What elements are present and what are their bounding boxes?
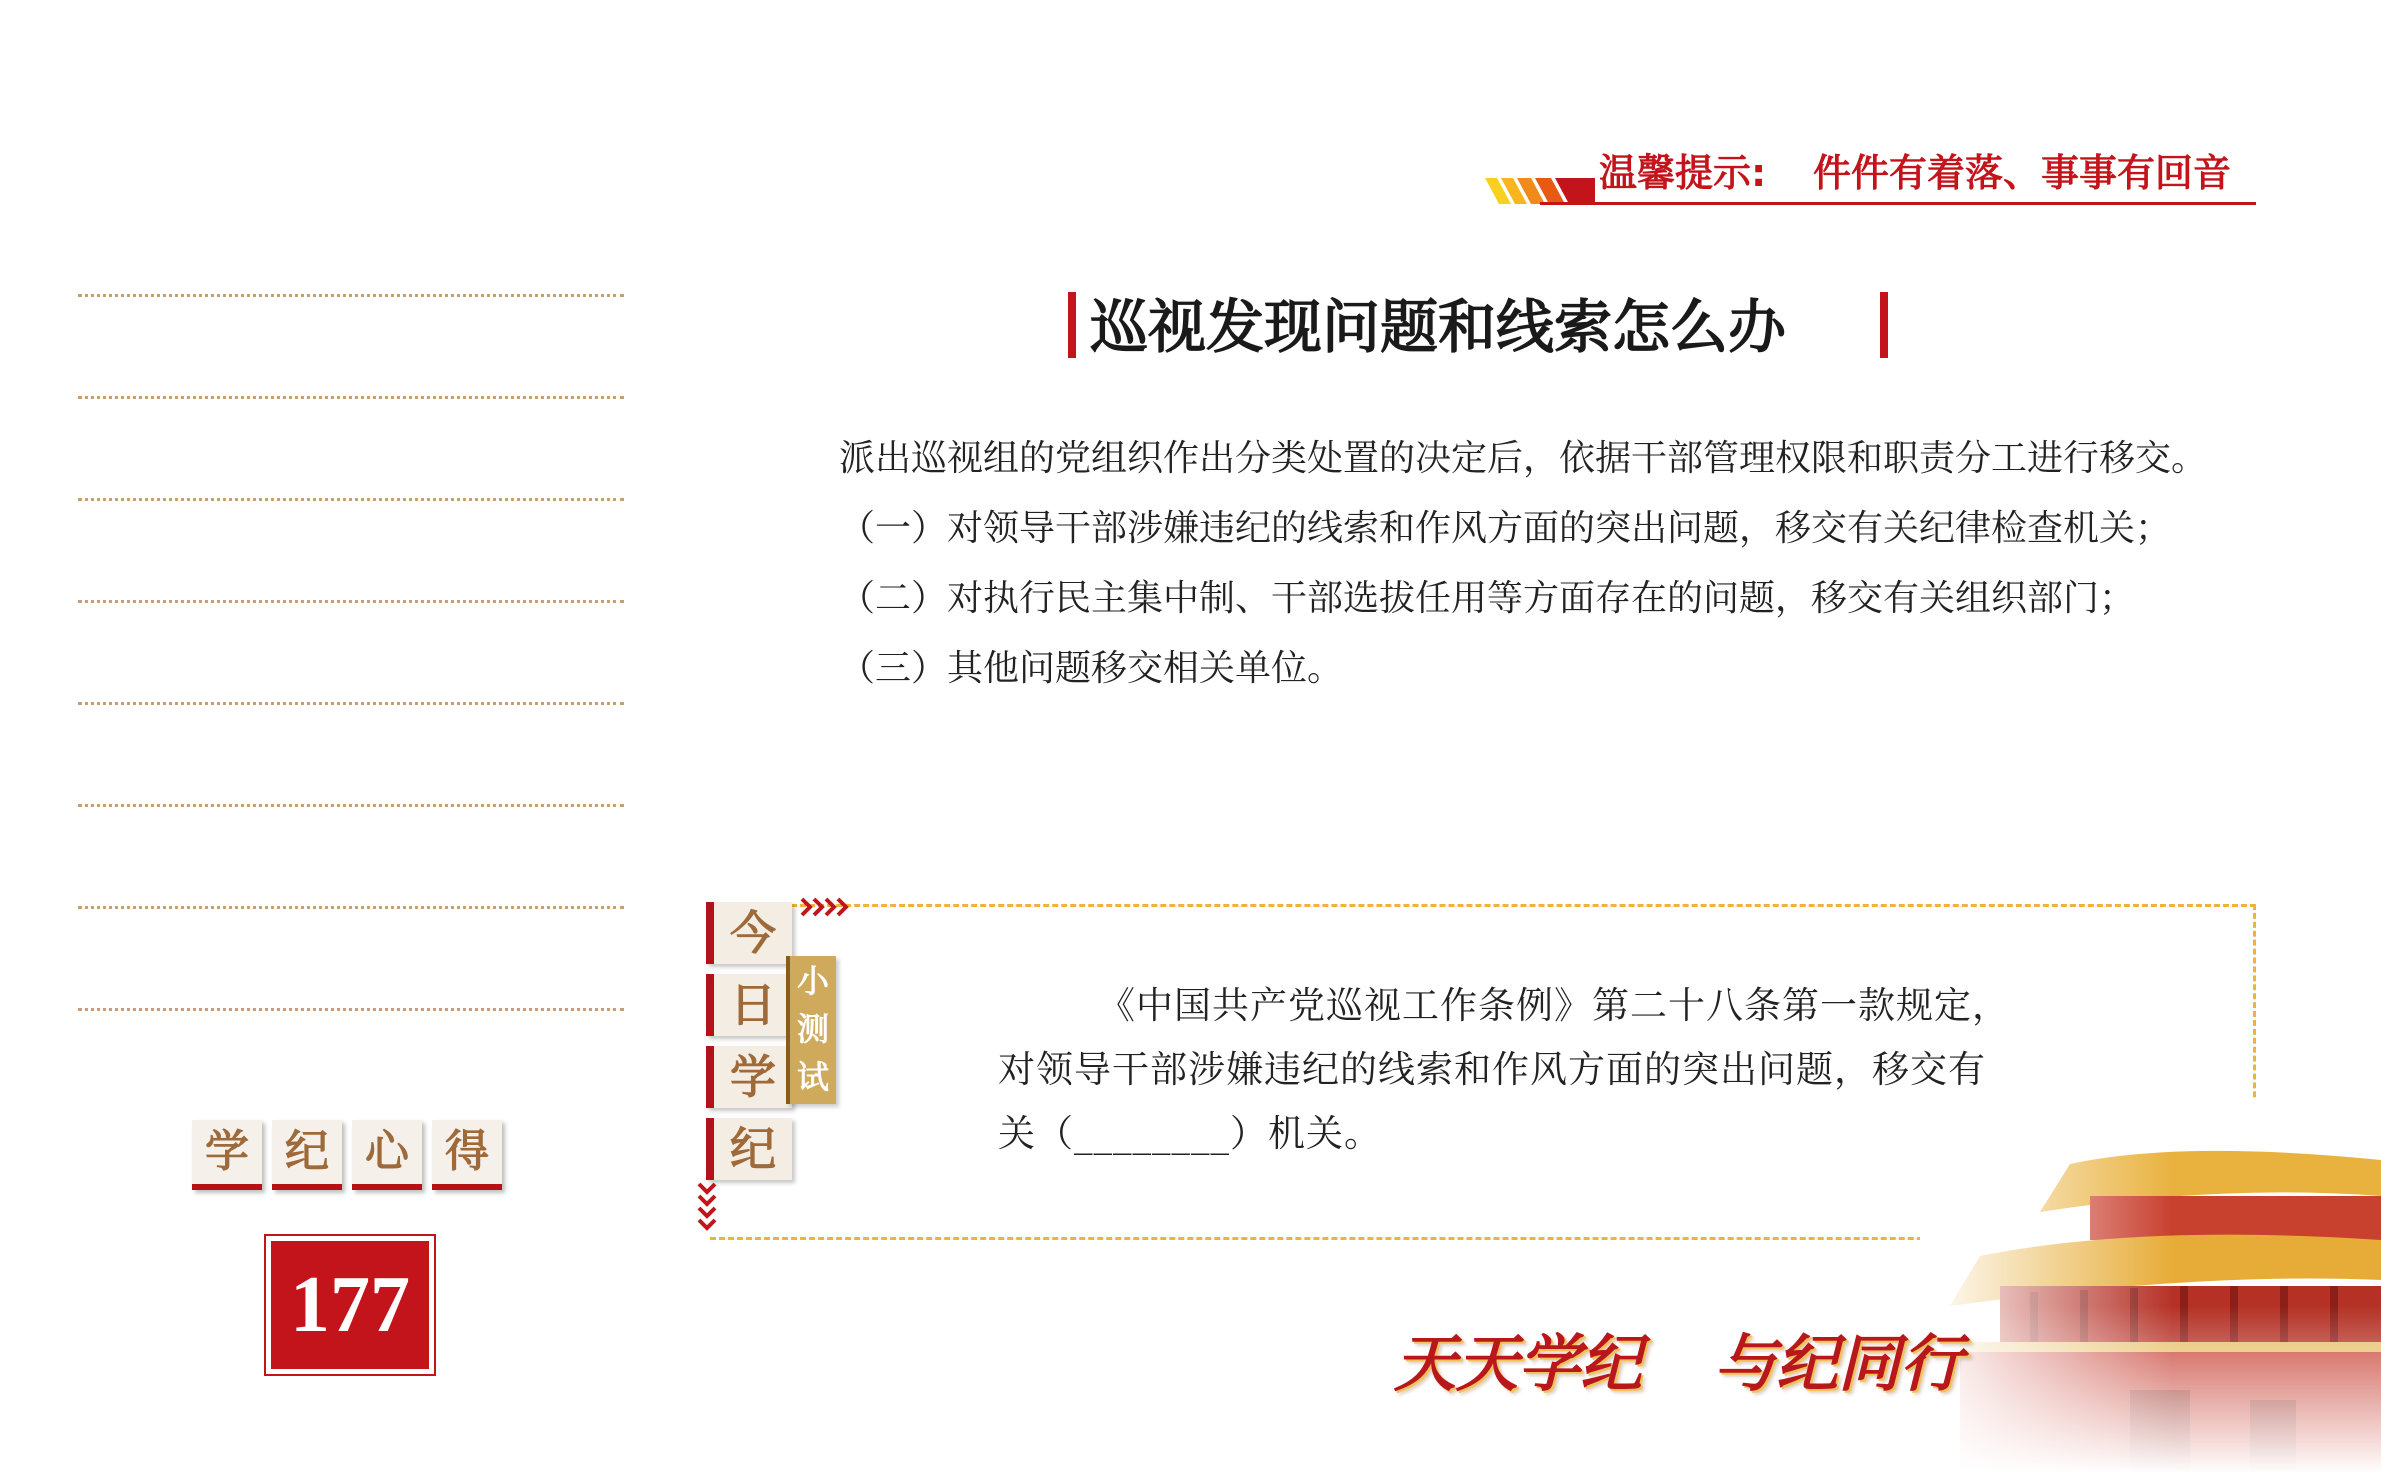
header-divider (1540, 202, 2256, 205)
page-number: 177 (271, 1241, 429, 1369)
tiananmen-illustration (1920, 1100, 2381, 1474)
note-line (78, 396, 624, 399)
slogan-part: 与纪同行 (1714, 1327, 1963, 1400)
badge-char: 纪 (272, 1120, 342, 1190)
note-line (78, 804, 624, 807)
quiz-sub-label (786, 956, 836, 1104)
quiz-sub-char: 试 (796, 1058, 829, 1096)
quiz-sub-char: 小 (796, 962, 829, 1000)
page-title: 巡视发现问题和线索怎么办 (1090, 293, 1787, 361)
note-line (78, 702, 624, 705)
paragraph: （二）对执行民主集中制、干部选拔任用等方面存在的问题，移交有关组织部门； (839, 578, 2136, 619)
badge-char: 学 (192, 1120, 262, 1190)
quiz-sub-char: 测 (796, 1010, 829, 1048)
article-body (757, 424, 2207, 704)
chevron-right-icon (800, 896, 856, 918)
quiz-tile: 今 (706, 902, 792, 964)
title-bar-left (1068, 292, 1076, 358)
quiz-tile: 学 (706, 1046, 792, 1108)
quiz-line: 对领导干部涉嫌违纪的线索和作风方面的突出问题，移交有 (998, 1048, 1986, 1091)
chevron-down-icon (696, 1182, 718, 1232)
badge-char: 得 (432, 1120, 502, 1190)
study-notes-badge (192, 1120, 512, 1192)
note-line (78, 600, 624, 603)
quiz-line: 《中国共产党巡视工作条例》第二十八条第一款规定， (1098, 984, 2010, 1027)
tip-label: 温馨提示: (1599, 151, 1767, 195)
slogan (1394, 1314, 1994, 1400)
title-bar-right (1880, 292, 1888, 358)
note-line (78, 1008, 624, 1011)
quiz-tile: 日 (706, 974, 792, 1036)
paragraph: （三）其他问题移交相关单位。 (839, 648, 1344, 689)
paragraph: 派出巡视组的党组织作出分类处置的决定后，依据干部管理权限和职责分工进行移交。 (839, 438, 2208, 479)
quiz-line: 关（________）机关。 (998, 1112, 1382, 1155)
page-number-box (264, 1234, 436, 1376)
paragraph: （一）对领导干部涉嫌违纪的线索和作风方面的突出问题，移交有关纪律检查机关； (839, 508, 2172, 549)
note-line (78, 294, 624, 297)
note-line (78, 906, 624, 909)
tip-message: 件件有着落、事事有回音 (1813, 151, 2232, 195)
slogan-part: 天天学纪 (1394, 1327, 1643, 1400)
header-tip (1595, 142, 2259, 195)
note-line (78, 498, 624, 501)
quiz-tile: 纪 (706, 1118, 792, 1180)
badge-char: 心 (352, 1120, 422, 1190)
